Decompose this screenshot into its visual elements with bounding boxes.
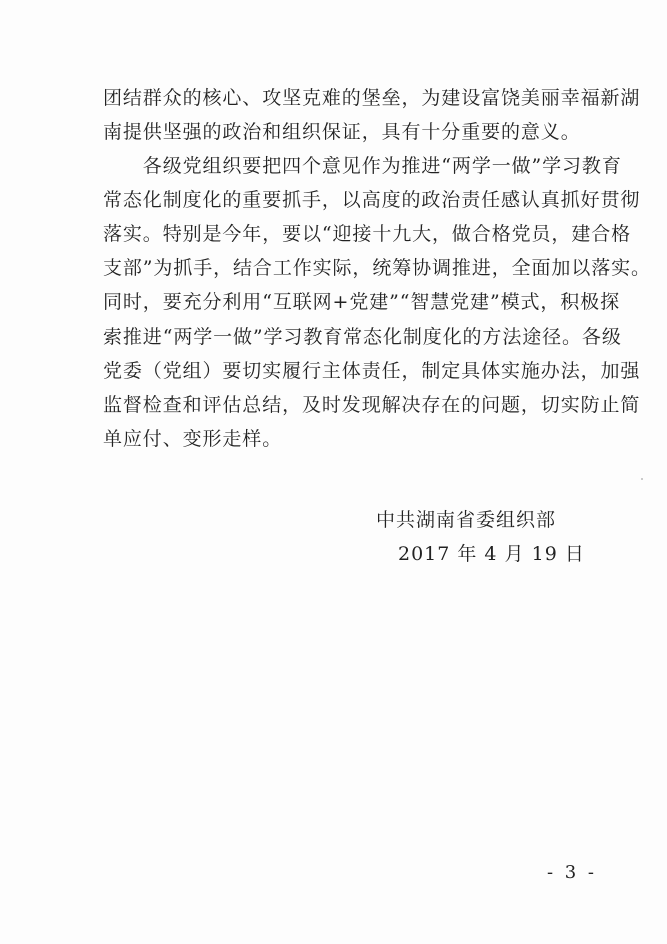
paragraph-line: 支部”为抓手，结合工作实际，统筹协调推进，全面加以落实。 — [103, 257, 651, 279]
paragraph-line: 团结群众的核心、攻坚克难的堡垒，为建设富饶美丽幸福新湖 — [103, 87, 641, 109]
paragraph-line: 同时，要充分利用“互联网+党建”“智慧党建”模式，积极探 — [103, 291, 620, 313]
scan-speck — [641, 478, 643, 480]
paragraph-line: 单应付、变形走样。 — [103, 428, 283, 450]
paragraph-line: 监督检查和评估总结，及时发现解决存在的问题，切实防止简 — [103, 394, 641, 416]
issuer-signature: 中共湖南省委组织部 — [376, 509, 557, 531]
paragraph-line: 各级党组织要把四个意见作为推进“两学一做”学习教育 — [103, 155, 622, 177]
paragraph-line: 党委（党组）要切实履行主体责任，制定具体实施办法，加强 — [103, 360, 641, 382]
paragraph-line: 索推进“两学一做”学习教育常态化制度化的方法途径。各级 — [103, 326, 622, 348]
page-number: - 3 - — [546, 862, 597, 883]
paragraph-line: 落实。特别是今年，要以“迎接十九大，做合格党员，建合格 — [103, 223, 632, 245]
issue-date: 2017 年 4 月 19 日 — [398, 543, 585, 565]
paragraph-line: 常态化制度化的重要抓手，以高度的政治责任感认真抓好贯彻 — [103, 189, 641, 211]
paragraph-line: 南提供坚强的政治和组织保证，具有十分重要的意义。 — [103, 121, 581, 143]
